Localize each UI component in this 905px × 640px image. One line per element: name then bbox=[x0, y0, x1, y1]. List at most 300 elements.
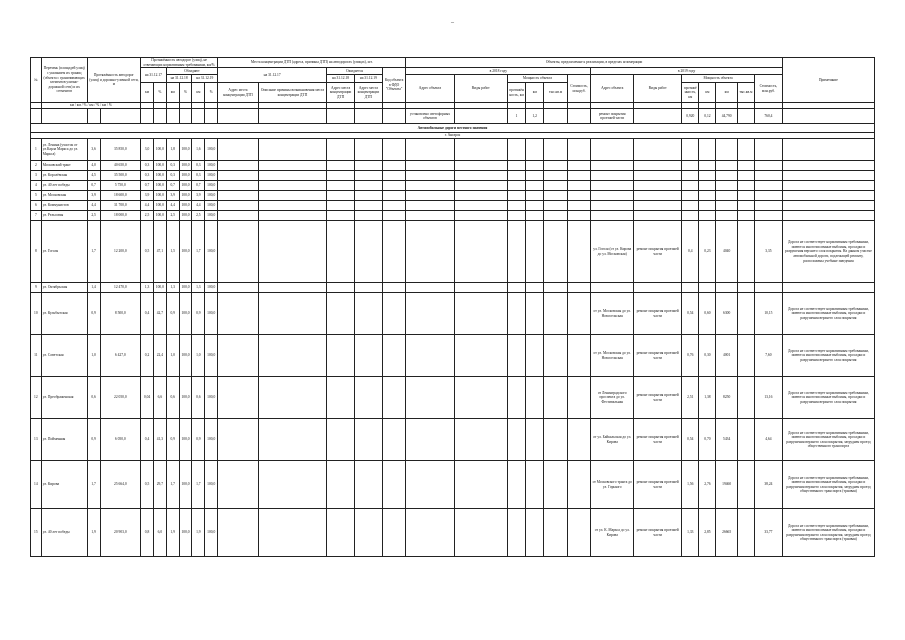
length-km: 1,7 bbox=[87, 221, 100, 283]
length-km: 1,4 bbox=[87, 283, 100, 293]
share-km-2017: 0,4 bbox=[141, 419, 154, 461]
cost-2018 bbox=[567, 201, 591, 211]
row-number: 1 bbox=[31, 139, 42, 161]
work-2018 bbox=[454, 161, 507, 171]
object-length bbox=[682, 211, 699, 221]
share-km-2019: 0,7 bbox=[192, 181, 205, 191]
dtp-addr-2019 bbox=[355, 171, 383, 181]
dtp-reason bbox=[258, 335, 326, 377]
share-pct-2018: 100,0 bbox=[179, 461, 192, 509]
street-name: ул. Гоголя bbox=[41, 221, 87, 283]
area-2018 bbox=[544, 139, 568, 161]
work-2018 bbox=[454, 201, 507, 211]
length-km: 3,9 bbox=[87, 191, 100, 201]
share-pct-2017: 100,0 bbox=[153, 161, 166, 171]
object-width bbox=[699, 211, 716, 221]
share-km-2019: 0,3 bbox=[192, 161, 205, 171]
share-pct-2017: 100,0 bbox=[153, 191, 166, 201]
unit-pct: % bbox=[153, 83, 166, 103]
cost-2018 bbox=[567, 293, 591, 335]
object-width bbox=[699, 171, 716, 181]
work-2018 bbox=[454, 335, 507, 377]
addr-2018-header: Адрес объекта bbox=[406, 75, 454, 103]
code bbox=[382, 461, 406, 509]
header-row-2 bbox=[31, 68, 875, 75]
work-type: ремонт покрытия проезжей части bbox=[634, 461, 682, 509]
unit-km: км bbox=[141, 83, 154, 103]
extra bbox=[737, 171, 754, 181]
row-number: 8 bbox=[31, 221, 42, 283]
length-m: 8 500,0 bbox=[100, 293, 141, 335]
dtp-addr-2019 bbox=[355, 161, 383, 171]
row-number: 9 bbox=[31, 283, 42, 293]
dtp-reason bbox=[258, 181, 326, 191]
dtp-addr bbox=[218, 335, 259, 377]
object-cost bbox=[754, 171, 782, 181]
len-2018 bbox=[507, 221, 525, 283]
share-pct-2019: 100,0 bbox=[205, 221, 218, 283]
year-2018-header: в 2018 году bbox=[406, 68, 591, 75]
street-name: ул. Кирова bbox=[41, 461, 87, 509]
length-km: 0,9 bbox=[87, 419, 100, 461]
share-km-2018: 4,4 bbox=[166, 201, 179, 211]
share-pct-2019: 100,0 bbox=[205, 161, 218, 171]
len-2018 bbox=[507, 191, 525, 201]
share-km-2018: 2,5 bbox=[166, 211, 179, 221]
area-2019-header: тыс.кв.м bbox=[737, 83, 754, 103]
width-2018 bbox=[526, 221, 544, 283]
street-name: ул. Советская bbox=[41, 335, 87, 377]
length-m: 5 750,0 bbox=[100, 181, 141, 191]
cost-2018 bbox=[567, 139, 591, 161]
length-km: 3,6 bbox=[87, 139, 100, 161]
object-address bbox=[591, 283, 634, 293]
dtp-reason bbox=[258, 139, 326, 161]
dtp-addr-2019 bbox=[355, 335, 383, 377]
width-2018 bbox=[526, 293, 544, 335]
dtp-date-header: на 31.12.17 bbox=[218, 68, 327, 83]
len-2018 bbox=[507, 181, 525, 191]
share-km-2019: 1,0 bbox=[192, 335, 205, 377]
code bbox=[382, 201, 406, 211]
dtp-reason bbox=[258, 191, 326, 201]
row-number: 3 bbox=[31, 171, 42, 181]
note bbox=[782, 171, 874, 181]
object-cost: 38,24 bbox=[754, 461, 782, 509]
share-pct-2018: 100,0 bbox=[179, 293, 192, 335]
dtp-addr-2018 bbox=[327, 461, 355, 509]
street-name: ул. Рельсовая bbox=[41, 211, 87, 221]
share-km-2018: 0,7 bbox=[166, 181, 179, 191]
object-length bbox=[682, 139, 699, 161]
table-row bbox=[31, 293, 875, 335]
table-row bbox=[31, 171, 875, 181]
section-row bbox=[31, 124, 875, 133]
share-date1-header: на 31.12.17 bbox=[141, 68, 167, 83]
work-type bbox=[634, 211, 682, 221]
worktype-2018-header: Виды работ bbox=[454, 75, 507, 103]
len-2018 bbox=[507, 171, 525, 181]
object-address: ул. Гоголя (от ул. Кирова до ул. Московская) bbox=[591, 221, 634, 283]
object-width: 0,23 bbox=[699, 221, 716, 283]
object-width: 0,70 bbox=[699, 419, 716, 461]
summary-area: 44,790 bbox=[716, 109, 737, 124]
width-2018 bbox=[526, 181, 544, 191]
area-2018 bbox=[544, 181, 568, 191]
extra bbox=[737, 419, 754, 461]
table-row bbox=[31, 181, 875, 191]
len-2018 bbox=[507, 161, 525, 171]
share-pct-2017: 100,0 bbox=[153, 201, 166, 211]
road-register-table bbox=[30, 57, 875, 557]
object-width bbox=[699, 283, 716, 293]
unit-km: км bbox=[699, 83, 716, 103]
share-km-2017: 0,3 bbox=[141, 171, 154, 181]
share-pct-2019: 100,0 bbox=[205, 419, 218, 461]
note: Дорога не соответствует нормативным требованиям, имеются многочисленные выбоины, просадки и разрушения верхнего слоя покрытия, затруднен проезд общественного транспорта (трамвая) bbox=[782, 509, 874, 557]
object-width bbox=[699, 201, 716, 211]
share-pct-2019: 100,0 bbox=[205, 293, 218, 335]
code bbox=[382, 161, 406, 171]
work-2018 bbox=[454, 211, 507, 221]
dtp-addr-2018 bbox=[327, 139, 355, 161]
addr-2018 bbox=[406, 221, 454, 283]
dtp-addr bbox=[218, 377, 259, 419]
code bbox=[382, 335, 406, 377]
object-area: 26665 bbox=[716, 509, 737, 557]
object-address: от ул. Московская до ул. Новосельская bbox=[591, 335, 634, 377]
share-km-2018: 1,9 bbox=[166, 509, 179, 557]
dtp-addr-2018 bbox=[327, 211, 355, 221]
dtp-addr bbox=[218, 283, 259, 293]
section-title: Автомобильные дороги местного значения bbox=[31, 124, 875, 133]
share-pct-2018: 100,0 bbox=[179, 161, 192, 171]
dtp-addr-2018 bbox=[327, 335, 355, 377]
share-km-2017: 3,9 bbox=[141, 191, 154, 201]
width-2018 bbox=[526, 419, 544, 461]
cost-2018-header: Стоимость, млн.руб. bbox=[567, 75, 591, 103]
width-2018 bbox=[526, 211, 544, 221]
row-number: 4 bbox=[31, 181, 42, 191]
dtp-addr bbox=[218, 211, 259, 221]
object-length bbox=[682, 283, 699, 293]
unit-pct: % bbox=[179, 83, 192, 103]
share-pct-2017: 100,0 bbox=[153, 139, 166, 161]
street-name: ул. Кульбытская bbox=[41, 293, 87, 335]
unit-km: км bbox=[526, 83, 544, 103]
share-pct-2017: 41,3 bbox=[153, 419, 166, 461]
share-pct-2018: 100,0 bbox=[179, 191, 192, 201]
work-2018 bbox=[454, 283, 507, 293]
share-pct-2018: 100,0 bbox=[179, 211, 192, 221]
summary-v2: 1,2 bbox=[526, 109, 544, 124]
object-address bbox=[591, 139, 634, 161]
share-km-2017: 2,5 bbox=[141, 211, 154, 221]
area-2018 bbox=[544, 191, 568, 201]
row-number: 11 bbox=[31, 335, 42, 377]
extra bbox=[737, 221, 754, 283]
note bbox=[782, 191, 874, 201]
dtp-addr-2019 bbox=[355, 201, 383, 211]
table-row bbox=[31, 161, 875, 171]
summary-work: ремонт покрытия проезжей части bbox=[591, 109, 634, 124]
length-km: 0,9 bbox=[87, 293, 100, 335]
dtp-addr bbox=[218, 221, 259, 283]
object-area: 4001 bbox=[716, 335, 737, 377]
share-pct-2017: 47,1 bbox=[153, 221, 166, 283]
row-number: 7 bbox=[31, 211, 42, 221]
dtp-addr-2019 bbox=[355, 419, 383, 461]
share-km-2017: 1,3 bbox=[141, 283, 154, 293]
length-m: 12 200,0 bbox=[100, 221, 141, 283]
share-km-2019: 1,7 bbox=[192, 221, 205, 283]
length-m: 35 500,0 bbox=[100, 171, 141, 181]
note bbox=[782, 161, 874, 171]
width-2018 bbox=[526, 139, 544, 161]
object-length: 0,76 bbox=[682, 335, 699, 377]
code bbox=[382, 139, 406, 161]
dtp-reason bbox=[258, 221, 326, 283]
extra bbox=[737, 509, 754, 557]
object-address: от ул. Московская до ул. Новосельская bbox=[591, 293, 634, 335]
dtp-reason bbox=[258, 171, 326, 181]
unit-km: км bbox=[166, 83, 179, 103]
object-length: 2,51 bbox=[682, 377, 699, 419]
share-km-2019: 1,3 bbox=[192, 283, 205, 293]
table-row bbox=[31, 191, 875, 201]
share-km-2017: 0,5 bbox=[141, 461, 154, 509]
street-name: ул. Королёвская bbox=[41, 171, 87, 181]
object-address: от ул. К. Маркса до ул. Кирова bbox=[591, 509, 634, 557]
summary-v1: 1 bbox=[507, 109, 525, 124]
note: Дорога не соответствует нормативным требованиям, имеются многочисленные выбоины, просадки и разрушения верхнего слоя покрытия. На данном участке автомобильной дороги, подлежащей ремонту, расположены учебные заведения bbox=[782, 221, 874, 283]
length-m: 31 700,0 bbox=[100, 201, 141, 211]
object-cost bbox=[754, 191, 782, 201]
cost-2018 bbox=[567, 283, 591, 293]
area-2018 bbox=[544, 161, 568, 171]
object-area: 5434 bbox=[716, 419, 737, 461]
length-m: 6 427,0 bbox=[100, 335, 141, 377]
work-2018 bbox=[454, 419, 507, 461]
share-pct-2019: 100,0 bbox=[205, 509, 218, 557]
share-pct-2017: 29,7 bbox=[153, 461, 166, 509]
object-area bbox=[716, 181, 737, 191]
street-name: ул. 40 лет победы bbox=[41, 509, 87, 557]
share-km-2019: 3,9 bbox=[192, 191, 205, 201]
col-works-group-header: Объекты, предлагаемые к реализации, в пределах агломерации bbox=[406, 58, 782, 68]
note: Дорога не соответствует нормативным требованиям, имеются многочисленные выбоины, просадки и разрушения верхнего слоя покрытия, затруднен проезд общественного транспорта bbox=[782, 419, 874, 461]
cost-2018 bbox=[567, 419, 591, 461]
cost-2018 bbox=[567, 461, 591, 509]
dtp-reason bbox=[258, 293, 326, 335]
work-type: ремонт покрытия проезжей части bbox=[634, 509, 682, 557]
summary-row bbox=[31, 109, 875, 124]
width-2018 bbox=[526, 171, 544, 181]
share-pct-2017: 22,4 bbox=[153, 335, 166, 377]
width-2018 bbox=[526, 335, 544, 377]
object-width: 2,85 bbox=[699, 509, 716, 557]
object-address bbox=[591, 181, 634, 191]
share-pct-2018: 100,0 bbox=[179, 283, 192, 293]
row-number: 6 bbox=[31, 201, 42, 211]
extra bbox=[737, 461, 754, 509]
area-2018 bbox=[544, 171, 568, 181]
area-2018 bbox=[544, 377, 568, 419]
share-pct-2019: 100,0 bbox=[205, 461, 218, 509]
share-pct-2019: 100,0 bbox=[205, 201, 218, 211]
share-km-2019: 1,7 bbox=[192, 461, 205, 509]
work-type: ремонт покрытия проезжей части bbox=[634, 221, 682, 283]
work-type bbox=[634, 201, 682, 211]
object-cost: 10,15 bbox=[754, 293, 782, 335]
unit-pct: % bbox=[205, 83, 218, 103]
dtp-addr bbox=[218, 181, 259, 191]
cost-2018 bbox=[567, 171, 591, 181]
dtp-addr-2018 bbox=[327, 201, 355, 211]
note bbox=[782, 139, 874, 161]
worktype-2019-header: Виды работ bbox=[634, 75, 682, 103]
table-row bbox=[31, 201, 875, 211]
extra bbox=[737, 211, 754, 221]
length-m: 22 050,0 bbox=[100, 377, 141, 419]
work-2018 bbox=[454, 139, 507, 161]
table-row bbox=[31, 461, 875, 509]
work-type: ремонт покрытия проезжей части bbox=[634, 335, 682, 377]
share-pct-2019: 100,0 bbox=[205, 181, 218, 191]
cost-2018 bbox=[567, 161, 591, 171]
share-km-2019: 2,5 bbox=[192, 211, 205, 221]
table-row bbox=[31, 139, 875, 161]
object-cost bbox=[754, 139, 782, 161]
share-pct-2018: 100,0 bbox=[179, 335, 192, 377]
dtp-reason bbox=[258, 201, 326, 211]
object-cost bbox=[754, 181, 782, 191]
object-length: 0,54 bbox=[682, 419, 699, 461]
object-address: от Ленинградского проспекта до ул. Фестивальная bbox=[591, 377, 634, 419]
units-label: км / км / % / км / % / км / % bbox=[41, 103, 140, 109]
street-name: ул. Преображенская bbox=[41, 377, 87, 419]
share-date2-header: на 31.12.18 bbox=[166, 75, 192, 83]
work-2018 bbox=[454, 221, 507, 283]
unit-km: км bbox=[192, 83, 205, 103]
share-date3-header: на 31.12.19 bbox=[192, 75, 218, 83]
object-length bbox=[682, 181, 699, 191]
object-cost: 4,64 bbox=[754, 419, 782, 461]
object-width: 0,60 bbox=[699, 293, 716, 335]
page-marker: – bbox=[451, 20, 454, 26]
length-2018-header: протяжённость, км bbox=[507, 83, 525, 103]
work-2018 bbox=[454, 191, 507, 201]
share-km-2018: 0,3 bbox=[166, 171, 179, 181]
length-km: 1,7 bbox=[87, 461, 100, 509]
object-area: 4040 bbox=[716, 221, 737, 283]
share-pct-2017: 100,0 bbox=[153, 283, 166, 293]
note: Дорога не соответствует нормативным требованиям, имеются многочисленные выбоины, просадки и разрушения верхнего слоя покрытия bbox=[782, 377, 874, 419]
len-2018 bbox=[507, 283, 525, 293]
work-type: ремонт покрытия проезжей части bbox=[634, 377, 682, 419]
cost-2018 bbox=[567, 211, 591, 221]
dtp-addr bbox=[218, 293, 259, 335]
cost-2018 bbox=[567, 181, 591, 191]
work-2018 bbox=[454, 293, 507, 335]
dtp-reason bbox=[258, 419, 326, 461]
city-title: г. Ангарск bbox=[31, 133, 875, 139]
length-km: 0,6 bbox=[87, 377, 100, 419]
work-2018 bbox=[454, 377, 507, 419]
code bbox=[382, 171, 406, 181]
extra bbox=[737, 335, 754, 377]
dtp-addr bbox=[218, 171, 259, 181]
object-area bbox=[716, 283, 737, 293]
length-m: 18 600,0 bbox=[100, 191, 141, 201]
share-km-2019: 0,6 bbox=[192, 377, 205, 419]
row-number: 13 bbox=[31, 419, 42, 461]
code-header: Код объекта в ФДО "Объекты" bbox=[382, 68, 406, 103]
length-km: 4,5 bbox=[87, 171, 100, 181]
dtp-addr-2018 bbox=[327, 161, 355, 171]
share-pct-2019: 100,0 bbox=[205, 377, 218, 419]
addr-2018 bbox=[406, 161, 454, 171]
addr-2019-header: Адрес объекта bbox=[591, 75, 634, 103]
object-address bbox=[591, 211, 634, 221]
share-pct-2019: 100,0 bbox=[205, 191, 218, 201]
extra bbox=[737, 293, 754, 335]
share-sub-header: Обладают bbox=[166, 68, 217, 75]
extra bbox=[737, 201, 754, 211]
note bbox=[782, 211, 874, 221]
share-pct-2018: 100,0 bbox=[179, 221, 192, 283]
share-pct-2017: 42,7 bbox=[153, 293, 166, 335]
length-m: 12 470,0 bbox=[100, 283, 141, 293]
share-pct-2019: 100,0 bbox=[205, 335, 218, 377]
share-km-2018: 3,9 bbox=[166, 191, 179, 201]
object-length: 1,56 bbox=[682, 461, 699, 509]
share-pct-2018: 100,0 bbox=[179, 139, 192, 161]
object-address bbox=[591, 201, 634, 211]
dtp-date3-header: на 31.12.19 bbox=[355, 75, 383, 83]
addr-2018 bbox=[406, 139, 454, 161]
street-name: ул. 40 лет победы bbox=[41, 181, 87, 191]
dtp-addr-2018 bbox=[327, 171, 355, 181]
share-km-2017: 0,7 bbox=[141, 181, 154, 191]
addr-2018 bbox=[406, 201, 454, 211]
share-km-2018: 0,6 bbox=[166, 377, 179, 419]
street-name: ул. Октябрьская bbox=[41, 283, 87, 293]
params-2018-header: Мощность объекта bbox=[507, 75, 567, 83]
share-km-2017: 0,8 bbox=[141, 509, 154, 557]
area-2018 bbox=[544, 461, 568, 509]
share-km-2017: 0,3 bbox=[141, 161, 154, 171]
params-2019-header: Мощность объекта bbox=[682, 75, 755, 83]
share-km-2018: 1,8 bbox=[166, 139, 179, 161]
share-pct-2018: 100,0 bbox=[179, 171, 192, 181]
col-length-header: Протяжённость автодорог (улиц) и дорожно-уличной сети, м bbox=[87, 58, 140, 103]
share-pct-2019: 100,0 bbox=[205, 211, 218, 221]
work-type bbox=[634, 283, 682, 293]
code bbox=[382, 419, 406, 461]
dtp-reason bbox=[258, 211, 326, 221]
len-2018 bbox=[507, 211, 525, 221]
share-km-2017: 0,2 bbox=[141, 335, 154, 377]
street-name: ул. Московская bbox=[41, 191, 87, 201]
share-km-2018: 1,7 bbox=[166, 461, 179, 509]
dtp-addr-2019 bbox=[355, 293, 383, 335]
row-number: 5 bbox=[31, 191, 42, 201]
share-km-2018: 1,3 bbox=[166, 283, 179, 293]
col-dtp-group-header: Места концентрации ДТП (адреса, причины ДТП) на автодорогах (улицах), шт. bbox=[218, 58, 406, 68]
width-2018 bbox=[526, 509, 544, 557]
work-type bbox=[634, 171, 682, 181]
